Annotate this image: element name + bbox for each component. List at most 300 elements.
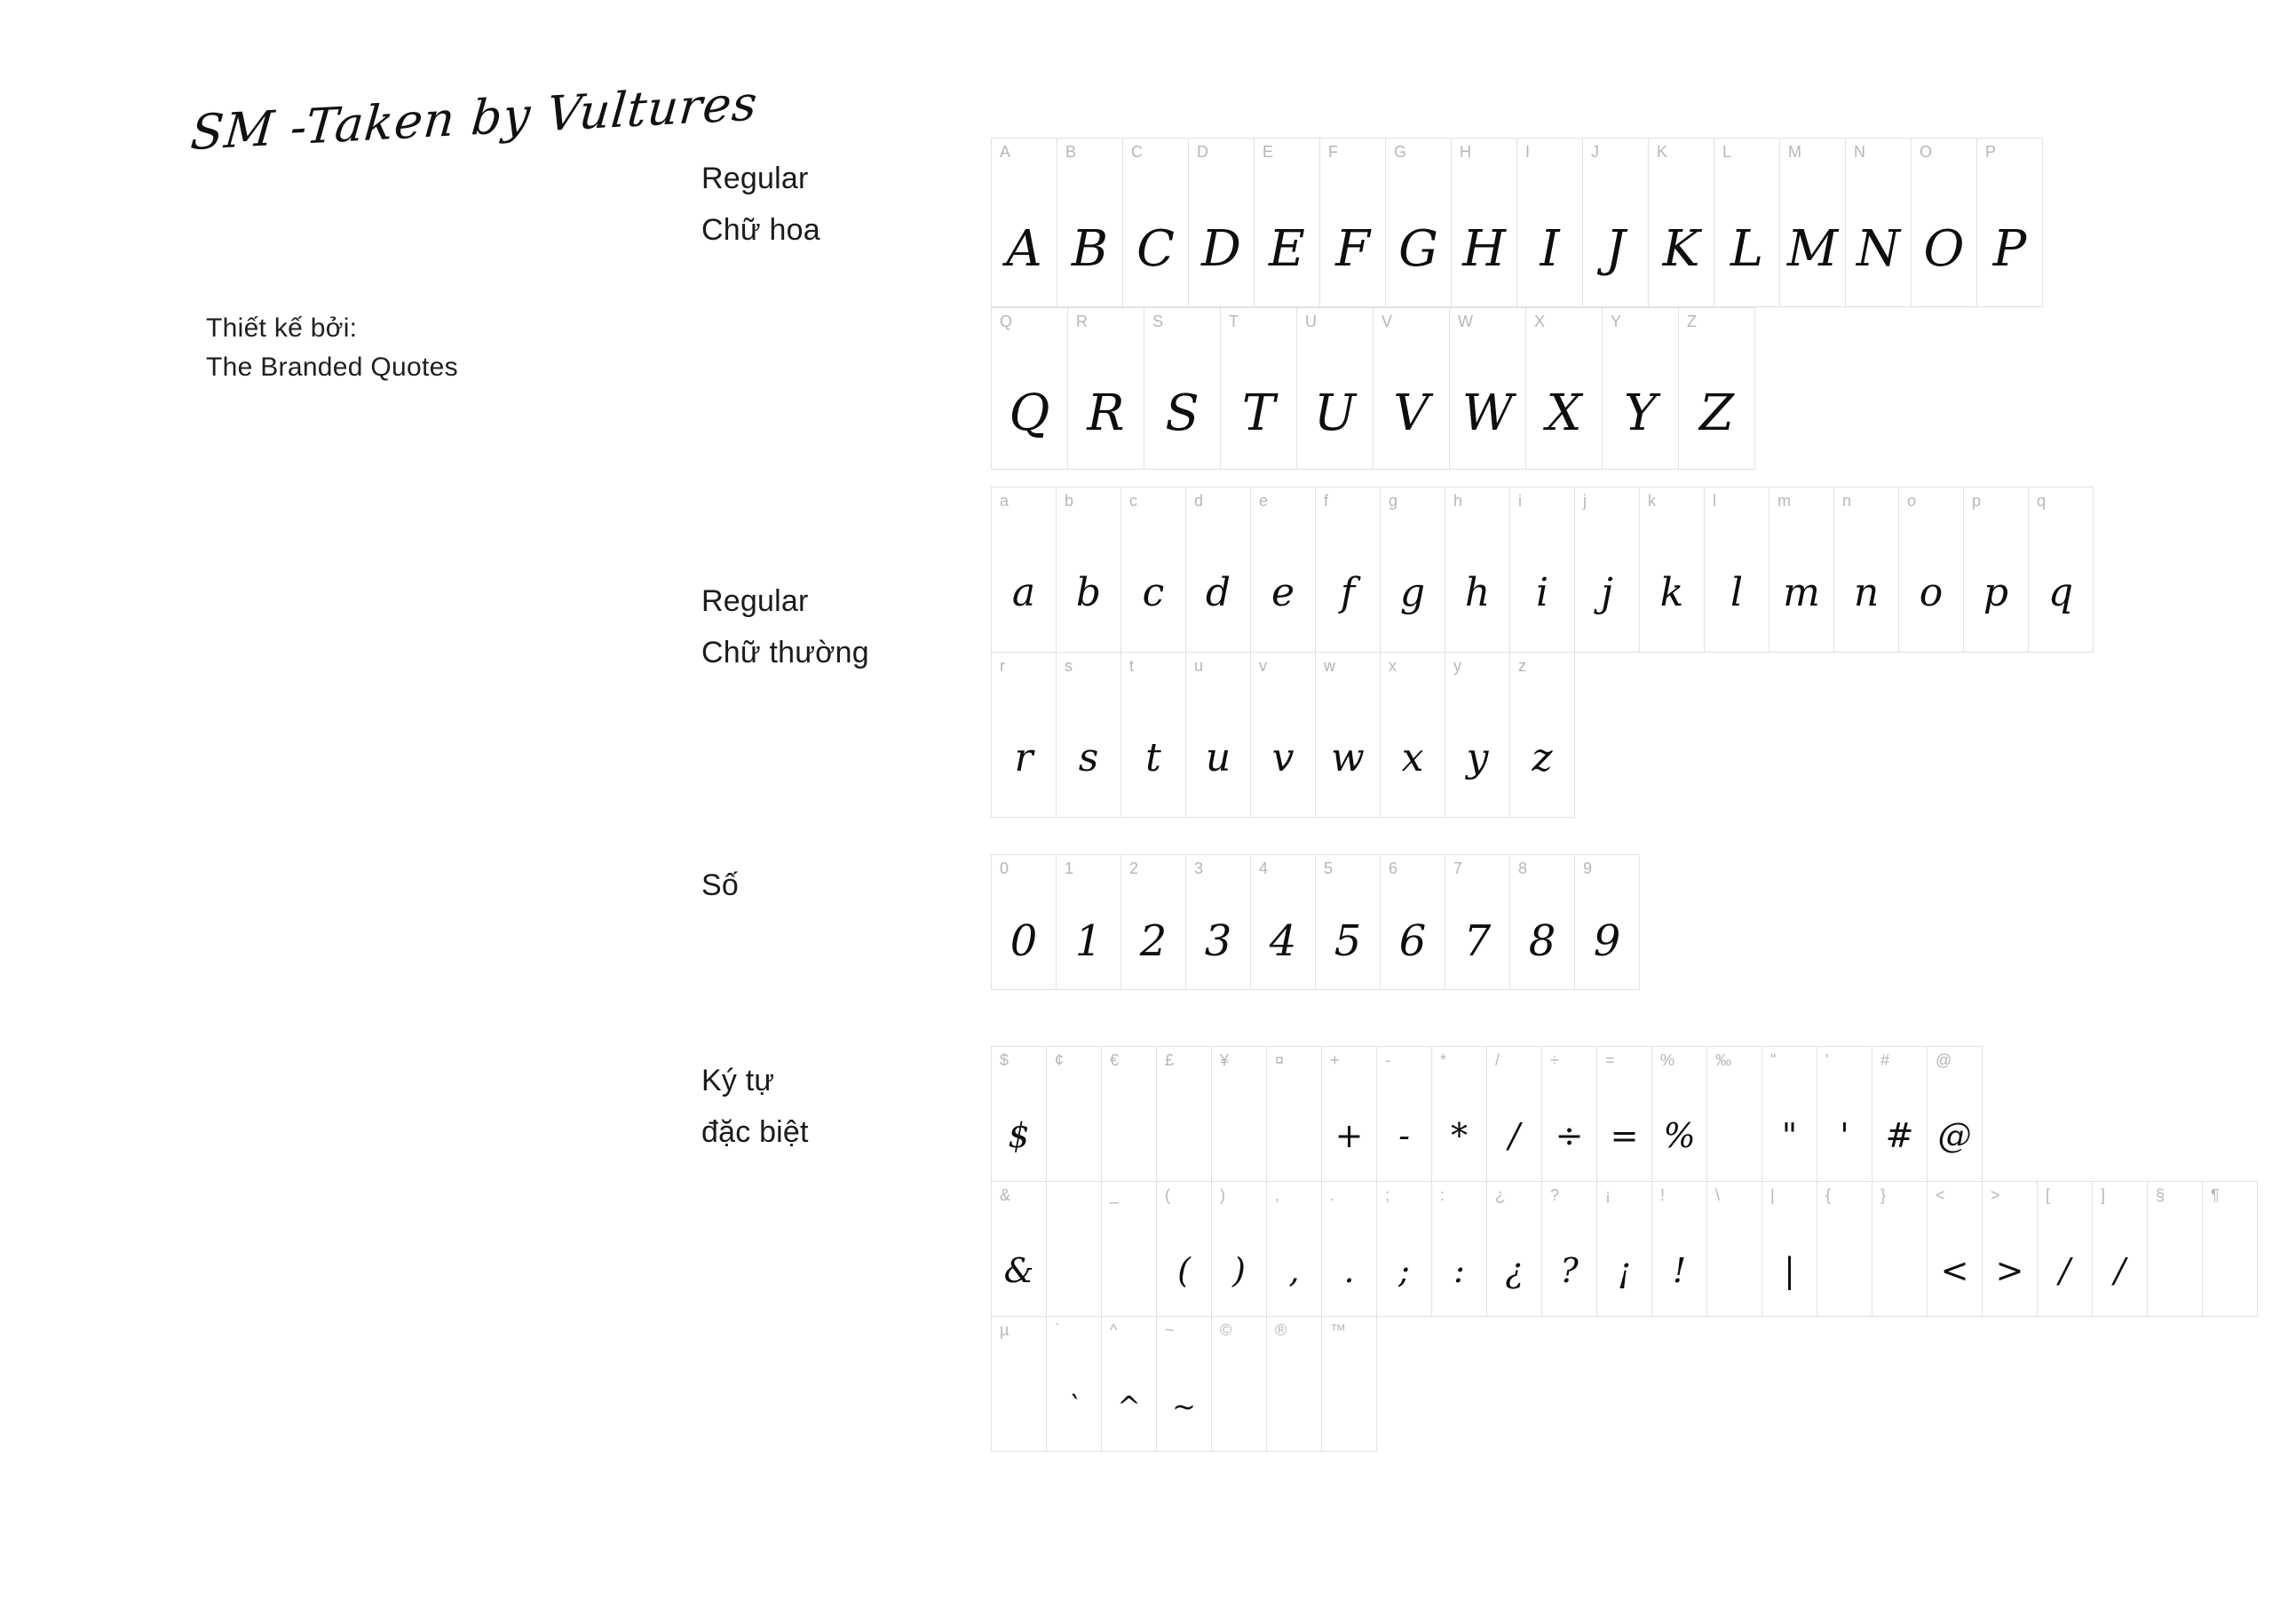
glyph-cell: [2203, 1182, 2258, 1317]
glyph-cell: [1102, 1317, 1157, 1452]
glyph-cell-sample: Z: [1699, 384, 1734, 442]
glyph-cell-tag: ®: [1275, 1321, 1287, 1339]
glyph-cell-sample: r: [1014, 735, 1033, 780]
glyph-cell: [1450, 308, 1526, 470]
glyph-cell-sample: ÷: [1555, 1116, 1584, 1155]
section-label-lowercase: [701, 575, 869, 679]
glyph-cell-tag: &: [1000, 1186, 1011, 1204]
glyph-cell: [1770, 487, 1834, 653]
glyph-cell: [1575, 487, 1640, 653]
glyph-cell-tag: w: [1324, 657, 1335, 675]
glyph-cell-tag: /: [1495, 1051, 1500, 1069]
glyph-cell: [1322, 1182, 1377, 1317]
glyph-cell-tag: g: [1389, 492, 1398, 510]
glyph-cell: [1542, 1182, 1597, 1317]
glyph-cell-sample: c: [1142, 570, 1165, 615]
glyph-grid-uppercase-row2: [991, 307, 1755, 470]
glyph-cell-sample: u: [1205, 735, 1231, 780]
glyph-cell-sample: H: [1462, 220, 1506, 278]
glyph-cell-sample: 4: [1269, 916, 1297, 966]
glyph-cell: [1542, 1047, 1597, 1182]
glyph-cell: [1899, 487, 1964, 653]
glyph-cell-tag: ): [1220, 1186, 1225, 1204]
designer-credit: [206, 309, 458, 388]
glyph-cell: [1603, 308, 1679, 470]
glyph-cell-sample: V: [1393, 384, 1429, 442]
special-name-line1: Ký tự: [701, 1064, 775, 1097]
glyph-cell: [1322, 1047, 1377, 1182]
glyph-cell-tag: %: [1660, 1051, 1675, 1069]
glyph-cell-tag: t: [1129, 657, 1135, 675]
glyph-cell-sample: ': [1840, 1116, 1849, 1155]
glyph-cell-tag: ^: [1110, 1321, 1118, 1339]
glyph-cell-tag: *: [1440, 1051, 1447, 1069]
glyph-cell-tag: ©: [1220, 1321, 1232, 1339]
glyph-cell-tag: f: [1324, 492, 1329, 510]
glyph-cell-sample: !: [1672, 1251, 1687, 1290]
glyph-cell-sample: n: [1853, 570, 1880, 615]
glyph-cell-tag: I: [1525, 143, 1531, 161]
glyph-cell-tag: H: [1460, 143, 1471, 161]
glyph-cell-tag: k: [1648, 492, 1656, 510]
glyph-cell-sample: z: [1532, 735, 1553, 780]
glyph-cell-tag: m: [1777, 492, 1791, 510]
glyph-cell-sample: B: [1071, 220, 1109, 278]
glyph-cell-tag: F: [1328, 143, 1338, 161]
glyph-cell-sample: ): [1232, 1251, 1246, 1290]
glyph-cell: [1762, 1182, 1817, 1317]
glyph-cell-sample: ;: [1398, 1251, 1410, 1290]
glyph-cell-tag: ~: [1165, 1321, 1175, 1339]
glyph-cell-tag: A: [1000, 143, 1011, 161]
glyph-cell-tag: P: [1985, 143, 1997, 161]
glyph-cell-sample: X: [1546, 384, 1582, 442]
glyph-cell-sample: k: [1659, 570, 1684, 615]
glyph-cell-tag: ;: [1385, 1186, 1390, 1204]
glyph-cell-tag: K: [1657, 143, 1668, 161]
glyph-cell-sample: t: [1145, 735, 1161, 780]
glyph-cell-sample: ¿: [1505, 1251, 1524, 1290]
glyph-cell: [1068, 308, 1144, 470]
glyph-cell-tag: =: [1605, 1051, 1615, 1069]
glyph-cell-tag: `: [1055, 1321, 1060, 1339]
glyph-cell-sample: h: [1464, 570, 1491, 615]
glyph-cell-tag: 2: [1129, 859, 1139, 877]
glyph-cell-tag: r: [1000, 657, 1005, 675]
glyph-cell-tag: d: [1194, 492, 1204, 510]
glyph-grid-uppercase-row1: [991, 138, 2043, 307]
glyph-cell: [1186, 653, 1251, 818]
glyph-cell: [1157, 1182, 1212, 1317]
glyph-cell: [1212, 1317, 1267, 1452]
glyph-cell: [1707, 1182, 1762, 1317]
glyph-cell-tag: i: [1518, 492, 1522, 510]
glyph-cell: [1652, 1182, 1707, 1317]
glyph-cell: [1057, 139, 1123, 307]
glyph-cell-sample: y: [1466, 735, 1489, 780]
glyph-cell-tag: µ: [1000, 1321, 1009, 1339]
glyph-cell-tag: 8: [1518, 859, 1528, 877]
glyph-cell-sample: 8: [1528, 916, 1556, 966]
glyph-cell-tag: j: [1583, 492, 1587, 510]
glyph-cell-tag: ¢: [1055, 1051, 1065, 1069]
glyph-grid-special-row2: [991, 1181, 2258, 1317]
glyph-cell-tag: ÷: [1550, 1051, 1559, 1069]
section-label-numbers: [701, 859, 739, 911]
glyph-cell-tag: s: [1065, 657, 1073, 675]
glyph-cell-sample: F: [1335, 220, 1370, 278]
glyph-cell-tag: N: [1854, 143, 1865, 161]
glyph-cell-tag: !: [1660, 1186, 1666, 1204]
glyph-cell: [1432, 1047, 1487, 1182]
glyph-cell: [1320, 139, 1386, 307]
glyph-cell-sample: /: [1508, 1116, 1520, 1155]
glyph-cell: [1381, 855, 1445, 990]
glyph-cell-sample: P: [1992, 220, 2027, 278]
glyph-cell-tag: y: [1453, 657, 1461, 675]
glyph-cell-tag: _: [1110, 1186, 1120, 1204]
glyph-cell-tag: V: [1382, 313, 1393, 330]
glyph-cell-sample: %: [1663, 1116, 1696, 1155]
glyph-cell-sample: p: [1983, 570, 2009, 615]
glyph-cell-sample: 6: [1398, 916, 1427, 966]
glyph-cell-tag: ¤: [1275, 1051, 1285, 1069]
glyph-cell-tag: #: [1880, 1051, 1890, 1069]
glyph-cell-tag: W: [1458, 313, 1473, 330]
glyph-cell-sample: >: [1995, 1251, 2024, 1290]
glyph-cell-sample: i: [1535, 570, 1549, 615]
glyph-cell: [1186, 855, 1251, 990]
glyph-cell: [1057, 653, 1121, 818]
glyph-cell: [1834, 487, 1899, 653]
glyph-cell-tag: £: [1165, 1051, 1175, 1069]
glyph-cell: [992, 855, 1057, 990]
glyph-cell-sample: w: [1331, 735, 1365, 780]
glyph-cell-sample: 7: [1463, 916, 1492, 966]
glyph-cell-sample: ,: [1288, 1251, 1300, 1290]
glyph-cell-tag: (: [1165, 1186, 1170, 1204]
glyph-cell-tag: 5: [1324, 859, 1334, 877]
glyph-cell-tag: L: [1722, 143, 1732, 161]
special-name-line2: đặc biệt: [701, 1115, 809, 1150]
glyph-cell-tag: 7: [1453, 859, 1463, 877]
glyph-cell-sample: e: [1271, 570, 1295, 615]
glyph-cell-sample: ~: [1172, 1390, 1196, 1423]
glyph-cell-tag: @: [1936, 1051, 1952, 1069]
glyph-cell: [1121, 855, 1186, 990]
glyph-cell-sample: J: [1605, 220, 1626, 278]
glyph-cell-tag: ¡: [1605, 1186, 1611, 1204]
glyph-cell-tag: ™: [1330, 1321, 1346, 1339]
glyph-grid-lowercase-row1: [991, 487, 2094, 653]
glyph-cell: [1189, 139, 1255, 307]
glyph-cell: [1221, 308, 1297, 470]
glyph-cell-sample: T: [1241, 384, 1276, 442]
glyph-cell-sample: L: [1730, 220, 1764, 278]
glyph-cell-tag: 1: [1065, 859, 1074, 877]
glyph-cell-tag: ¿: [1495, 1186, 1505, 1204]
glyph-cell-tag: h: [1453, 492, 1463, 510]
glyph-cell-sample: ": [1781, 1116, 1798, 1155]
glyph-cell-tag: ?: [1550, 1186, 1560, 1204]
glyph-cell-sample: 5: [1334, 916, 1362, 966]
glyph-cell-sample: ^: [1117, 1390, 1141, 1423]
glyph-cell: [1047, 1047, 1102, 1182]
glyph-cell-sample: N: [1857, 220, 1900, 278]
glyph-cell: [1583, 139, 1649, 307]
glyph-cell-tag: €: [1110, 1051, 1120, 1069]
glyph-cell-tag: ,: [1275, 1186, 1280, 1204]
glyph-cell: [1510, 487, 1575, 653]
glyph-cell-tag: b: [1065, 492, 1074, 510]
glyph-cell-sample: 2: [1139, 916, 1168, 966]
glyph-cell-sample: g: [1399, 570, 1426, 615]
glyph-cell: [1212, 1047, 1267, 1182]
glyph-cell: [1057, 855, 1121, 990]
glyph-cell-sample: M: [1786, 220, 1839, 278]
glyph-cell: [1714, 139, 1780, 307]
glyph-cell-sample: 3: [1204, 916, 1232, 966]
glyph-cell-sample: |: [1784, 1251, 1795, 1290]
glyph-cell: [1640, 487, 1705, 653]
glyph-cell: [1267, 1047, 1322, 1182]
glyph-cell-tag: U: [1305, 313, 1317, 330]
glyph-cell: [1928, 1182, 1983, 1317]
glyph-cell: [992, 1047, 1047, 1182]
glyph-cell-sample: W: [1461, 384, 1514, 442]
glyph-cell-tag: T: [1229, 313, 1239, 330]
glyph-cell-sample: :: [1453, 1251, 1465, 1290]
glyph-cell: [1322, 1317, 1377, 1452]
glyph-cell: [1251, 855, 1316, 990]
glyph-cell-sample: A: [1006, 220, 1042, 278]
glyph-cell-sample: m: [1783, 570, 1820, 615]
glyph-cell: [1510, 653, 1575, 818]
glyph-cell-tag: Q: [1000, 313, 1013, 330]
glyph-cell: [1047, 1317, 1102, 1452]
glyph-cell: [1872, 1182, 1928, 1317]
glyph-cell-tag: X: [1534, 313, 1546, 330]
glyph-cell: [1057, 487, 1121, 653]
glyph-cell: [1212, 1182, 1267, 1317]
glyph-grid-special-row3: [991, 1316, 1377, 1452]
glyph-cell: [1121, 653, 1186, 818]
glyph-cell-tag: }: [1880, 1186, 1887, 1204]
glyph-cell: [1047, 1182, 1102, 1317]
glyph-cell: [1652, 1047, 1707, 1182]
glyph-cell-sample: 0: [1009, 916, 1038, 966]
glyph-cell-sample: C: [1136, 220, 1175, 278]
glyph-cell-tag: S: [1152, 313, 1164, 330]
glyph-grid-special-row1: [991, 1046, 1983, 1182]
glyph-cell-sample: $: [1008, 1116, 1030, 1155]
glyph-cell-sample: o: [1919, 570, 1944, 615]
glyph-cell-tag: O: [1920, 143, 1933, 161]
glyph-cell-sample: I: [1540, 220, 1560, 278]
glyph-cell-sample: K: [1662, 220, 1700, 278]
glyph-cell-sample: O: [1923, 220, 1965, 278]
glyph-cell: [1817, 1182, 1872, 1317]
glyph-cell: [1121, 487, 1186, 653]
glyph-cell: [1255, 139, 1320, 307]
glyph-cell: [1977, 139, 2043, 307]
glyph-cell-tag: $: [1000, 1051, 1009, 1069]
designer-name: The Branded Quotes: [206, 352, 458, 383]
glyph-cell-tag: ‰: [1715, 1051, 1731, 1069]
glyph-cell: [1316, 653, 1381, 818]
glyph-cell: [1445, 487, 1510, 653]
glyph-cell: [1445, 653, 1510, 818]
glyph-cell: [1157, 1047, 1212, 1182]
glyph-cell-tag: 3: [1194, 859, 1204, 877]
glyph-cell-sample: @: [1937, 1116, 1972, 1155]
glyph-cell-tag: o: [1907, 492, 1917, 510]
glyph-cell-sample: E: [1269, 220, 1305, 278]
glyph-cell: [1846, 139, 1912, 307]
glyph-cell-sample: <: [1940, 1251, 1969, 1290]
glyph-cell-sample: `: [1066, 1390, 1081, 1423]
glyph-cell: [1251, 653, 1316, 818]
glyph-cell: [1186, 487, 1251, 653]
glyph-cell-tag: q: [2037, 492, 2047, 510]
glyph-cell-tag: <: [1936, 1186, 1945, 1204]
glyph-cell: [1297, 308, 1374, 470]
glyph-cell: [1377, 1047, 1432, 1182]
glyph-cell-sample: 9: [1593, 916, 1621, 966]
glyph-cell-sample: #: [1885, 1116, 1914, 1155]
glyph-cell-tag: ]: [2101, 1186, 2106, 1204]
glyph-cell-sample: /: [2059, 1251, 2070, 1290]
lowercase-name: Chữ thường: [701, 636, 869, 670]
glyph-cell: [1707, 1047, 1762, 1182]
glyph-cell-sample: +: [1334, 1116, 1364, 1155]
glyph-cell: [1510, 855, 1575, 990]
glyph-cell: [2093, 1182, 2148, 1317]
glyph-cell-tag: Y: [1611, 313, 1622, 330]
glyph-cell-sample: d: [1205, 570, 1231, 615]
glyph-cell-tag: z: [1518, 657, 1526, 675]
glyph-cell: [1432, 1182, 1487, 1317]
glyph-cell-tag: .: [1330, 1186, 1335, 1204]
glyph-cell-tag: x: [1389, 657, 1397, 675]
glyph-cell: [1374, 308, 1450, 470]
glyph-cell: [1377, 1182, 1432, 1317]
glyph-cell: [1517, 139, 1583, 307]
glyph-cell: [1157, 1317, 1212, 1452]
glyph-cell-tag: p: [1972, 492, 1982, 510]
glyph-cell: [1575, 855, 1640, 990]
glyph-cell-tag: 6: [1389, 859, 1398, 877]
glyph-cell: [1381, 653, 1445, 818]
glyph-cell-tag: 9: [1583, 859, 1593, 877]
glyph-cell-tag: -: [1385, 1051, 1390, 1069]
glyph-cell-sample: R: [1087, 384, 1125, 442]
glyph-cell-tag: +: [1330, 1051, 1340, 1069]
glyph-cell-sample: Q: [1009, 384, 1050, 442]
glyph-cell: [1983, 1182, 2038, 1317]
glyph-cell-sample: ¡: [1617, 1251, 1632, 1290]
glyph-cell: [1316, 487, 1381, 653]
glyph-cell-sample: U: [1313, 384, 1357, 442]
glyph-cell: [1267, 1317, 1322, 1452]
glyph-cell-tag: D: [1197, 143, 1208, 161]
glyph-cell-sample: /: [2114, 1251, 2126, 1290]
glyph-cell: [1964, 487, 2029, 653]
glyph-cell: [1102, 1047, 1157, 1182]
glyph-cell: [1762, 1047, 1817, 1182]
glyph-cell-sample: ?: [1560, 1251, 1579, 1290]
logo-script-text: SM -Taken by Vultures: [188, 75, 761, 162]
glyph-cell-sample: (: [1177, 1251, 1191, 1290]
glyph-cell: [1386, 139, 1452, 307]
uppercase-style: Regular: [701, 162, 809, 195]
glyph-cell-tag: ¶: [2211, 1186, 2220, 1204]
lowercase-style: Regular: [701, 584, 809, 618]
glyph-cell-tag: \: [1715, 1186, 1721, 1204]
section-label-special: [701, 1055, 809, 1159]
glyph-cell-tag: ": [1770, 1051, 1777, 1069]
glyph-cell-tag: e: [1259, 492, 1269, 510]
glyph-cell-sample: f: [1340, 570, 1356, 615]
glyph-cell: [2029, 487, 2094, 653]
glyph-cell: [2148, 1182, 2203, 1317]
uppercase-name: Chữ hoa: [701, 213, 820, 248]
glyph-cell: [1251, 487, 1316, 653]
glyph-grid-lowercase-row2: [991, 652, 1575, 818]
glyph-cell-sample: Y: [1624, 384, 1657, 442]
glyph-cell-tag: v: [1259, 657, 1267, 675]
glyph-cell: [1144, 308, 1221, 470]
glyph-cell-tag: [: [2046, 1186, 2051, 1204]
glyph-cell-tag: Z: [1687, 313, 1697, 330]
glyph-cell-tag: G: [1394, 143, 1407, 161]
glyph-cell: [1123, 139, 1189, 307]
numbers-name: Số: [701, 868, 739, 902]
glyph-cell: [1872, 1047, 1928, 1182]
glyph-cell-sample: s: [1078, 735, 1099, 780]
brand-logo: [188, 75, 761, 162]
glyph-cell-tag: J: [1591, 143, 1599, 161]
glyph-cell: [1452, 139, 1517, 307]
glyph-cell-tag: >: [1991, 1186, 2000, 1204]
glyph-cell-tag: R: [1076, 313, 1088, 330]
glyph-cell-sample: *: [1451, 1116, 1468, 1155]
glyph-cell: [1487, 1182, 1542, 1317]
glyph-cell-tag: 0: [1000, 859, 1009, 877]
glyph-cell-tag: a: [1000, 492, 1009, 510]
glyph-cell: [1381, 487, 1445, 653]
glyph-cell-sample: 1: [1074, 916, 1103, 966]
glyph-cell-tag: c: [1129, 492, 1137, 510]
glyph-grid-numbers: [991, 854, 1640, 990]
glyph-cell-tag: {: [1825, 1186, 1832, 1204]
glyph-cell: [992, 1182, 1047, 1317]
glyph-cell-sample: j: [1601, 570, 1613, 615]
glyph-cell-sample: =: [1610, 1116, 1639, 1155]
glyph-cell: [1817, 1047, 1872, 1182]
glyph-cell-tag: §: [2156, 1186, 2165, 1204]
glyph-cell: [1912, 139, 1977, 307]
glyph-cell: [1445, 855, 1510, 990]
glyph-cell-tag: M: [1788, 143, 1801, 161]
glyph-cell: [992, 308, 1068, 470]
glyph-cell-tag: E: [1263, 143, 1274, 161]
glyph-cell-sample: a: [1011, 570, 1036, 615]
glyph-cell-tag: ¥: [1220, 1051, 1230, 1069]
glyph-cell: [1487, 1047, 1542, 1182]
glyph-cell-sample: G: [1398, 220, 1438, 278]
glyph-cell-sample: q: [2047, 570, 2074, 615]
